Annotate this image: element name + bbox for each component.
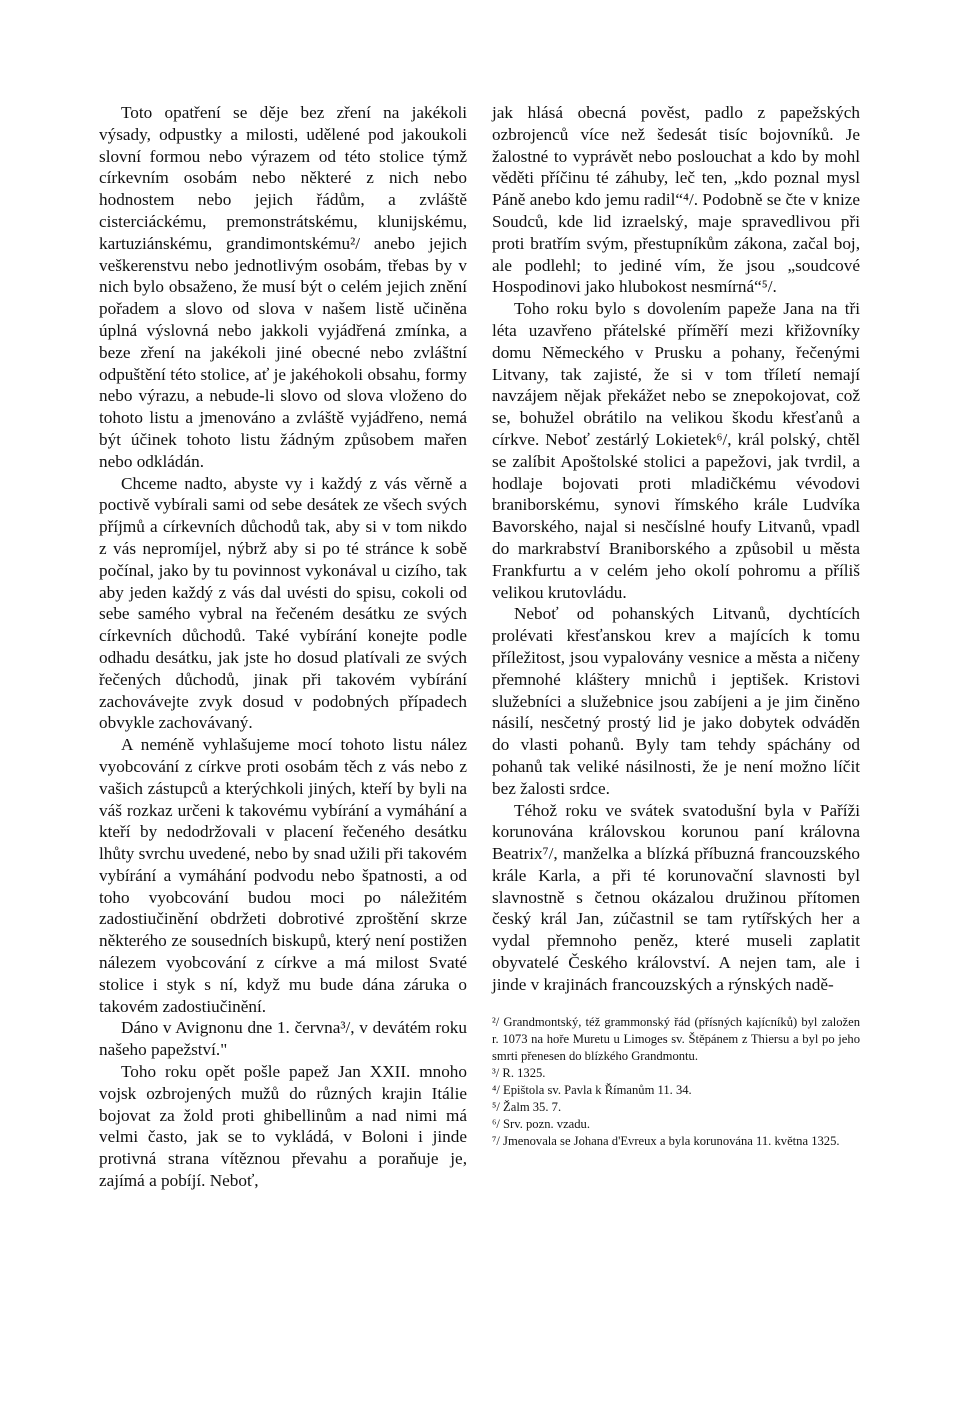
footnote: ²/ Grandmontský, též grammonský řád (přísných kajícníků) byl založen r. 1073 na hoře Muretu u Limoges sv. Štěpánem z Thiersu a byl po jeho smrti přenesen do blízkého Grandmontu. (492, 1014, 860, 1063)
paragraph: Dáno v Avignonu dne 1. června³/, v devátém roku našeho papežství." (99, 1018, 467, 1060)
paragraph: jak hlásá obecná pověst, padlo z papežských ozbrojenců více než šedesát tisíc bojovníků. Je žalostné to vyprávět nebo poslouchat a kdo by mohl věděti příčinu té záhuby, leč ten, „kdo poznal mysl Páně anebo kdo jemu radil“⁴/. Podobně se čte v knize Soudců, kde lid izraelský, maje spravedlivou při proti bratřím svým, přestupníkům zákona, začal boj, ale podlehl; to jediné vím, že jsou „soudcové Hospodinovi jako hlubokost nesmírná“⁵/. (492, 103, 860, 297)
paragraph: Toho roku bylo s dovolením papeže Jana na tři léta uzavřeno přátelské příměří mezi křižovníky domu Německého v Prusku a pohany, řečenými Litvany, tak zajisté, že si v tom tříletí nemají navzájem nějak překážet nebo se znepokojovat, což se, bohužel obrátilo na velikou škodu křesťanů a církve. Neboť zestárlý Lokietek⁶/, král polský, chtěl se zalíbit Apoštolské stolici a papežovi, jak tvrdil, a hodlaje bojovati proti mladičkému vévodovi braniborskému, synovi římského krále Ludvíka Bavorského, najal si nesčíslné houfy Litvanů, vpadl do markrabství Braniborského a způsobil u města Frankfurtu a v celém jeho okolí pohromu a příliš velikou krutovládu. (492, 299, 860, 602)
paragraph: Toto opatření se děje bez zření na jakékoli výsady, odpustky a milosti, udělené pod jakoukoli slovní formou nebo výrazem od této stolice týmž církevním osobám nebo některé z nich nebo hodnostem nebo jejich řádům, a zvláště cisterciáckému, premonstrátskému, klunijskému, kartuziánskému, grandimontskému²/ anebo jejich veškerenstvu nebo jednotlivým osobám, třebas by v nich bylo obsaženo, že musí být o celém jejich znění pořadem a slovo od slova v našem listě učiněna úplná výslovná nebo jakkoli vyjádřená zmínka, a beze zření na jakékoli jiné obecné nebo zvláštní odpuštění této stolice, ať je jakéhokoli obsahu, formy nebo výrazu, a nebude-li slovo od slova vloženo do tohoto listu a jmenováno a zvláště vyjádřeno, nemá být účinek tohoto listu žádným způsobem mařen nebo odkládán. (99, 103, 467, 471)
right-column (492, 102, 860, 1150)
footnote: ³/ R. 1325. (492, 1065, 546, 1080)
paragraph: Chceme nadto, abyste vy i každý z vás věrně a poctivě vybírali sami od sebe desátek ze všech svých příjmů a církevních důchodů tak, aby si v tom nikdo z vás nepromíjel, nýbrž aby si po té stránce k sobě počínal, jako by tu povinnost vykonával u cizího, tak aby jeden každý z vás dal uvésti do spisu, cokoli od sebe samého vybral na řečeném desátku ze svých církevních důchodů. Také vybírání konejte podle odhadu desátku, jak jste ho dosud platívali ze svých řečených důchodů, jinak při takovém vybírání zachovávejte zvyk dosud v podobných případech obvykle zachovávaný. (99, 473, 467, 733)
footnote: ⁴/ Epištola sv. Pavla k Římanům 11. 34. (492, 1082, 692, 1097)
paragraph: Toho roku opět pošle papež Jan XXII. mnoho vojsk ozbrojených mužů do různých krajin Itálie bojovat za žold proti ghibellinům a nad nimi má velmi často, jak se to vykládá, v Boloni i jinde protivná strana vítěznou převahu a poraňuje je, zajímá a pobíjí. Neboť, (99, 1062, 467, 1191)
paragraph: Téhož roku ve svátek svatodušní byla v Paříži korunována královskou korunou paní královna Beatrix⁷/, manželka a blízká příbuzná francouzského krále Karla, a při té korunovační slavnosti byl slavnostně s četnou okázalou družinou přítomen český král Jan, zúčastnil se tam rytířských her a vydal přemnoho peněz, které museli zaplatit obyvatelé Českého království. A nejen tam, ale i jinde v krajinách francouzských a rýnských nadě- (492, 800, 860, 994)
paragraph: Neboť od pohanských Litvanů, dychtících prolévati křesťanskou krev a majících k tomu příležitost, jsou vypalovány vesnice a města a ničeny přemnohé kláštery mnichů i jeptišek. Kristovi služebníci a služebnice jsou zabíjeni a je jim činěno násilí, nesčetný prostý lid je jako dobytek odváděn do vlasti pohanů. Byly tam tehdy spáchány od pohanů tak veliké násilnosti, že je není možno líčit bez žalosti srdce. (492, 604, 860, 798)
left-column (99, 102, 467, 1192)
footnote: ⁷/ Jmenovala se Johana d'Evreux a byla korunována 11. května 1325. (492, 1133, 840, 1148)
footnote: ⁶/ Srv. pozn. vzadu. (492, 1116, 591, 1131)
paragraph: A neméně vyhlašujeme mocí tohoto listu nález vyobcování z církve proti osobám těch z vás nebo z vašich zástupců a kterýchkoli jiných, kteří by byli na váš rozkaz určeni k takovému vybírání a vymáhání a kteří by nedodržovali v placení řečeného desátku lhůty svrchu uvedené, nebo by snad užili při takovém vybírání a vymáhání podvodu nebo špatnosti, a od toho vyobcování budou moci po náležitém zadostiučinění obdržeti dobrotivé zproštění skrze některého ze sousedních biskupů, který není postižen nálezem vyobcování z církve a má milost Svaté stolice i styk s ní, když mu bude dána záruka o takovém zadostiučinění. (99, 735, 468, 1016)
footnotes (492, 1014, 860, 1150)
footnote: ⁵/ Žalm 35. 7. (492, 1099, 562, 1114)
